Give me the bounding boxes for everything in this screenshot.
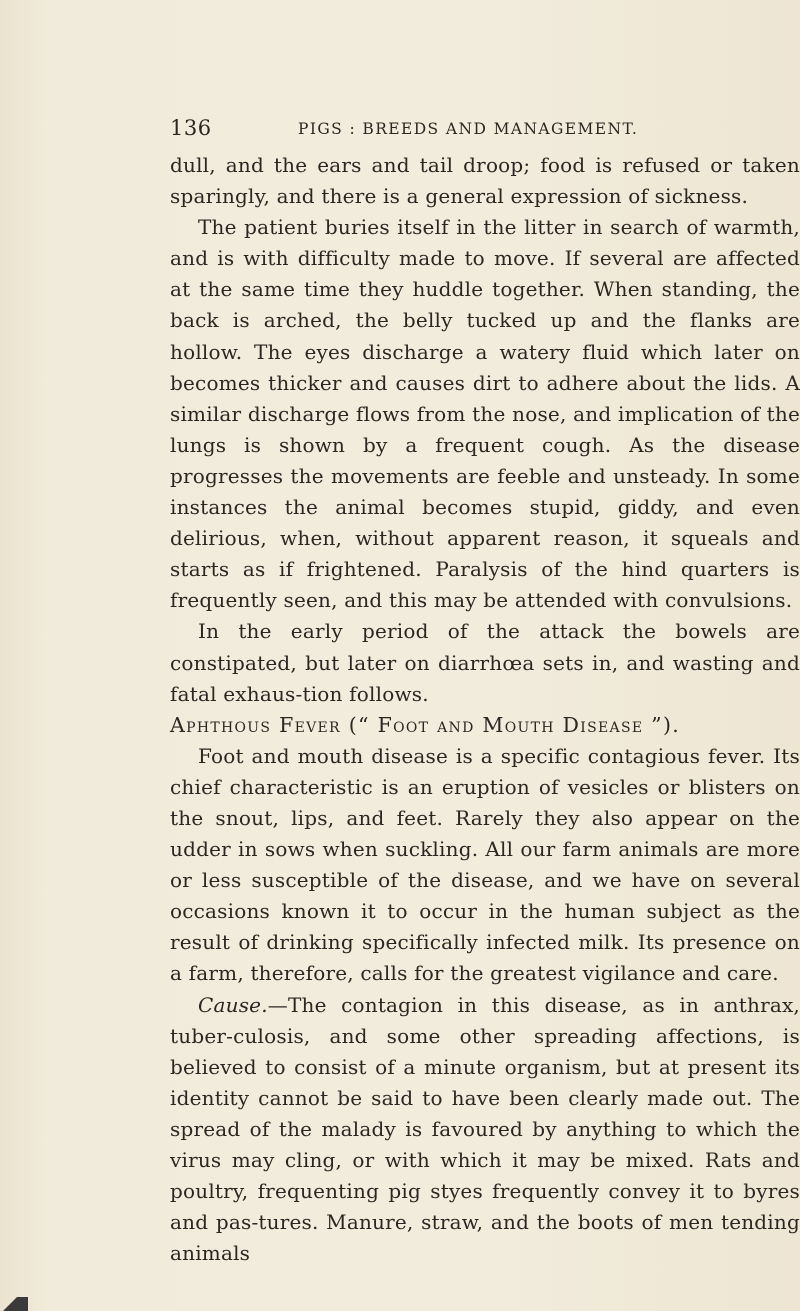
page-number: 136 (170, 116, 212, 140)
scan-corner-mark (0, 1297, 28, 1311)
paragraph-bowels: In the early period of the attack the bowels are constipated, but later on diarrhœa sets in, and wasting and fatal exhaus-tion follows. (170, 619, 800, 706)
paragraph-continued: dull, and the ears and tail droop; food is refused or taken sparingly, and there is a general expression of sickness. (170, 153, 800, 209)
paragraph-symptoms: The patient buries itself in the litter in search of warmth, and is with difficulty made to move. If several are affected at the same time they huddle together. When standing, the back is arched, the belly tucked up and the flanks are hollow. The eyes discharge a watery fluid which later on becomes thicker and causes dirt to adhere about the lids. A similar discharge flows from the nose, and implication of the lungs is shown by a frequent cough. As the disease progresses the movements are feeble and unsteady. In some instances the animal becomes stupid, giddy, and even delirious, when, without apparent reason, it squeals and starts as if frightened. Paralysis of the hind quarters is frequently seen, and this may be attended with convulsions. (170, 215, 800, 613)
section-heading: Aphthous Fever (“ Foot and Mouth Disease ”). (170, 712, 681, 737)
running-head: PIGS : BREEDS AND MANAGEMENT. (298, 120, 639, 138)
body-text (170, 150, 800, 1269)
cause-text: —The contagion in this disease, as in anthrax, tuber-culosis, and some other spreading affections, is believed to consist of a minute organism, but at present its identity cannot be said to have been clearly made out. The spread of the malady is favoured by anything to which the virus may cling, or with which it may be mixed. Rats and poultry, frequenting pig styes frequently convey it to byres and pas-tures. Manure, straw, and the boots of men tending animals (170, 992, 800, 1266)
paragraph-foot-and-mouth: Foot and mouth disease is a specific contagious fever. Its chief characteristic is an eruption of vesicles or blisters on the snout, lips, and feet. Rarely they also appear on the udder in sows when suckling. All our farm animals are more or less susceptible of the disease, and we have on several occasions known it to occur in the human subject as the result of drinking specifically infected milk. Its presence on a farm, therefore, calls for the greatest vigilance and care. (170, 743, 800, 986)
cause-label: Cause. (198, 992, 268, 1017)
paragraph-cause (170, 990, 800, 1270)
